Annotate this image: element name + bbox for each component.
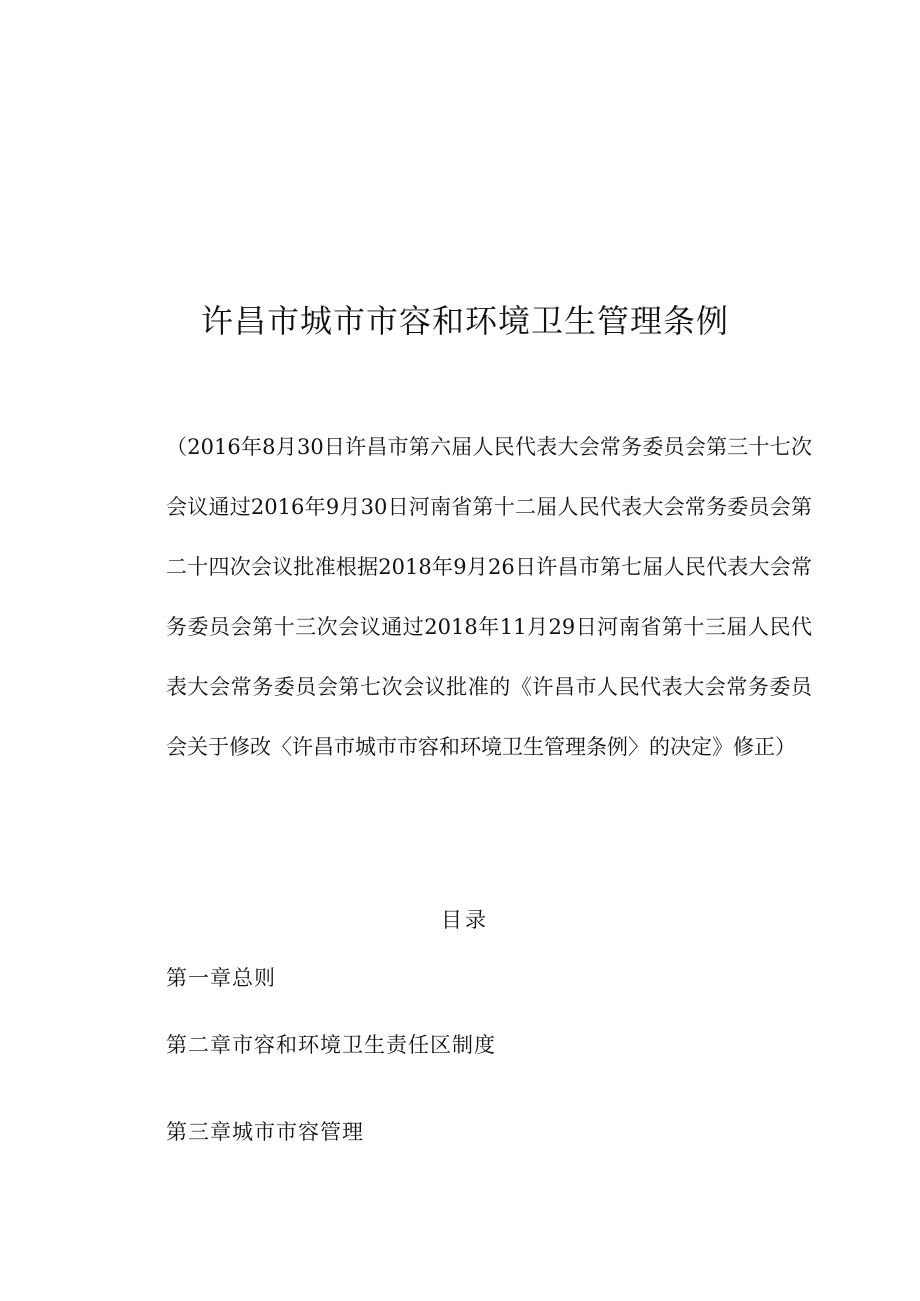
toc-item-chapter-2: 第二章市容和环境卫生责任区制度 — [166, 1033, 496, 1057]
enactment-preamble: （2016年8月30日许昌市第六届人民代表大会常务委员会第三十七次会议通过2016年9月30日河南省第十二届人民代表大会常务委员会第二十四次会议批准根据2018年9月26日许昌市第七届人民代表大会常务委员会第十三次会议通过2018年11月29日河南省第十三届人民代表大会常务委员会第七次会议批准的《许昌市人民代表大会常务委员会关于修改〈许昌市城市市容和环境卫生管理条例〉的决定》修正） — [166, 435, 812, 759]
toc-item-chapter-3: 第三章城市市容管理 — [166, 1120, 364, 1144]
document-title: 许昌市城市市容和环境卫生管理条例 — [200, 302, 729, 340]
toc-heading: 目录 — [441, 908, 489, 932]
toc-item-chapter-1: 第一章总则 — [166, 966, 276, 990]
